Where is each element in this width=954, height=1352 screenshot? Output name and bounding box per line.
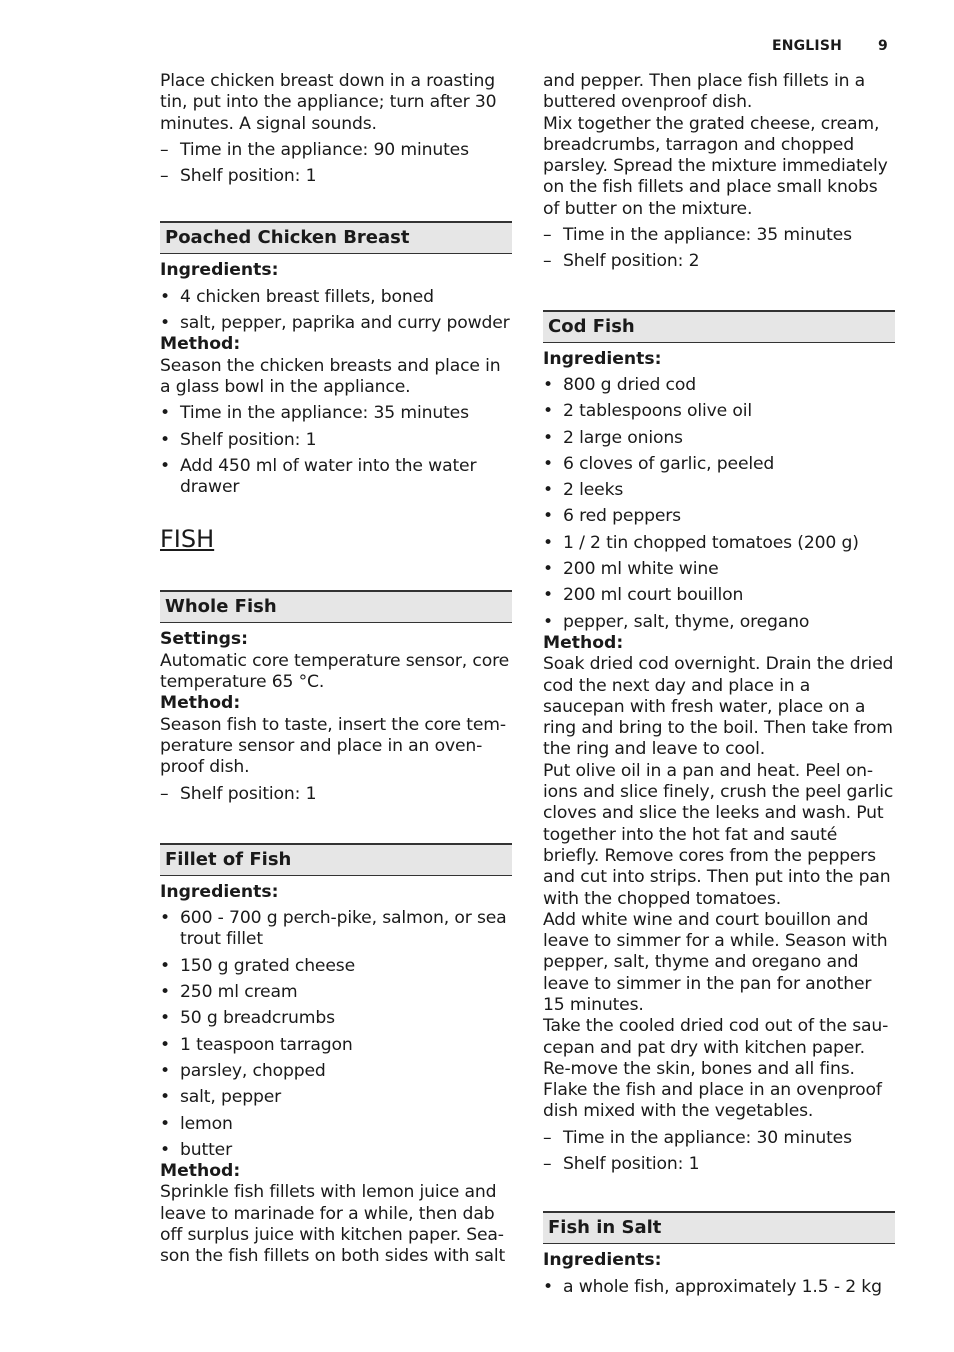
method-label: Method: <box>543 632 624 653</box>
section-heading-fish-in-salt: Fish in Salt <box>543 1211 895 1244</box>
step-item: • Add 450 ml of water into the water drawer <box>160 455 477 498</box>
dash-item: – Time in the appliance: 35 minutes <box>543 225 852 246</box>
right-column <box>543 71 895 1298</box>
method-text: Season fish to taste, insert the core tem-perature sensor and place in an oven-proof dish. <box>160 714 506 778</box>
settings-label: Settings: <box>160 629 249 650</box>
section-heading-poached-chicken: Poached Chicken Breast <box>160 221 512 254</box>
section-heading-cod-fish: Cod Fish <box>543 310 895 343</box>
dash-item: – Shelf position: 1 <box>160 166 317 187</box>
ingredient-item: • 150 g grated cheese <box>160 955 356 976</box>
ingredient-item: • 50 g breadcrumbs <box>160 1008 335 1029</box>
dash-item: – Shelf position: 1 <box>160 783 317 804</box>
ingredient-item: • 1 teaspoon tarragon <box>160 1034 353 1055</box>
method-text: Put olive oil in a pan and heat. Peel on-ions and slice finely, crush the peel garlic cloves and slice the leeks and wash. Put together into the hot fat and sauté briefly. Remove cores from the peppers and cut into strips. Then put into the pan with the chopped tomatoes. <box>543 760 894 909</box>
chapter-title: FISH <box>160 525 215 554</box>
method-label: Method: <box>160 1161 241 1182</box>
section-heading-fillet-of-fish: Fillet of Fish <box>160 843 512 876</box>
method-text: Add white wine and court bouillon and leave to simmer for a while. Season with pepper, salt, thyme and oregano and leave to simmer in the pan for another 15 minutes. <box>543 909 888 1015</box>
ingredient-item: • 6 cloves of garlic, peeled <box>543 453 775 474</box>
ingredients-label: Ingredients: <box>543 1250 662 1271</box>
left-column <box>160 71 512 1268</box>
ingredient-item: • parsley, chopped <box>160 1060 326 1081</box>
ingredient-item: • 600 - 700 g perch-pike, salmon, or sea trout fillet <box>160 908 507 950</box>
method-label: Method: <box>160 334 241 355</box>
ingredient-item: • butter <box>160 1139 233 1160</box>
page-header <box>772 38 888 54</box>
ingredients-label: Ingredients: <box>543 348 662 369</box>
method-label: Method: <box>160 693 241 714</box>
ingredients-label: Ingredients: <box>160 881 279 902</box>
ingredient-item: • 800 g dried cod <box>543 374 696 395</box>
dash-item: – Time in the appliance: 90 minutes <box>160 139 469 160</box>
fillet-continued-text: and pepper. Then place fish fillets in a buttered ovenproof dish. <box>543 71 866 113</box>
ingredient-item: • 4 chicken breast fillets, boned <box>160 286 434 307</box>
ingredient-item: • 6 red peppers <box>543 506 681 527</box>
step-item: • Shelf position: 1 <box>160 429 317 450</box>
ingredient-item: • pepper, salt, thyme, oregano <box>543 611 810 632</box>
ingredient-item: • 2 leeks <box>543 480 624 501</box>
intro-text: Place chicken breast down in a roasting tin, put into the appliance; turn after 30 minutes. A signal sounds. <box>160 71 497 134</box>
ingredient-item: • 2 tablespoons olive oil <box>543 401 753 422</box>
ingredient-item: • salt, pepper, paprika and curry powder <box>160 313 510 334</box>
ingredient-item: • 250 ml cream <box>160 982 298 1003</box>
page-number: 9 <box>878 38 888 54</box>
ingredient-item: • 200 ml white wine <box>543 559 719 580</box>
section-heading-whole-fish: Whole Fish <box>160 590 512 623</box>
ingredient-item: • 200 ml court bouillon <box>543 585 744 606</box>
dash-item: – Shelf position: 2 <box>543 251 700 272</box>
dash-item: – Shelf position: 1 <box>543 1154 700 1175</box>
ingredient-item: • salt, pepper <box>160 1087 282 1108</box>
settings-text: Automatic core temperature sensor, core temperature 65 °C. <box>160 650 510 693</box>
ingredient-item: • 1 / 2 tin chopped tomatoes (200 g) <box>543 532 859 553</box>
ingredients-label: Ingredients: <box>160 260 279 281</box>
header-language: ENGLISH <box>771 38 843 54</box>
method-text: Soak dried cod overnight. Drain the dried cod the next day and place in a saucepan with fresh water, place on a ring and bring to the boil. Then take from the ring and leave to cool. <box>543 654 894 760</box>
method-text: Sprinkle fish fillets with lemon juice and leave to marinade for a while, then dab off surplus juice with kitchen paper. Sea-son the fish fillets on both sides with salt <box>160 1182 506 1267</box>
ingredient-item: • a whole fish, approximately 1.5 - 2 kg <box>543 1276 882 1297</box>
dash-item: – Time in the appliance: 30 minutes <box>543 1127 852 1148</box>
ingredient-item: • lemon <box>160 1113 233 1134</box>
method-text: Season the chicken breasts and place in a glass bowl in the appliance. <box>160 355 501 397</box>
fillet-continued-text-2: Mix together the grated cheese, cream, breadcrumbs, tarragon and chopped parsley. Spread the mixture immediately on the fish fillets and place small knobs of butter on the mixture. <box>543 113 888 219</box>
ingredient-item: • 2 large onions <box>543 427 683 448</box>
method-text: Take the cooled dried cod out of the sau-cepan and pat dry with kitchen paper. Re-move the skin, bones and all fins. Flake the fish and place in an ovenproof dish mixed with the vegetables. <box>543 1016 889 1122</box>
step-item: • Time in the appliance: 35 minutes <box>160 403 469 424</box>
